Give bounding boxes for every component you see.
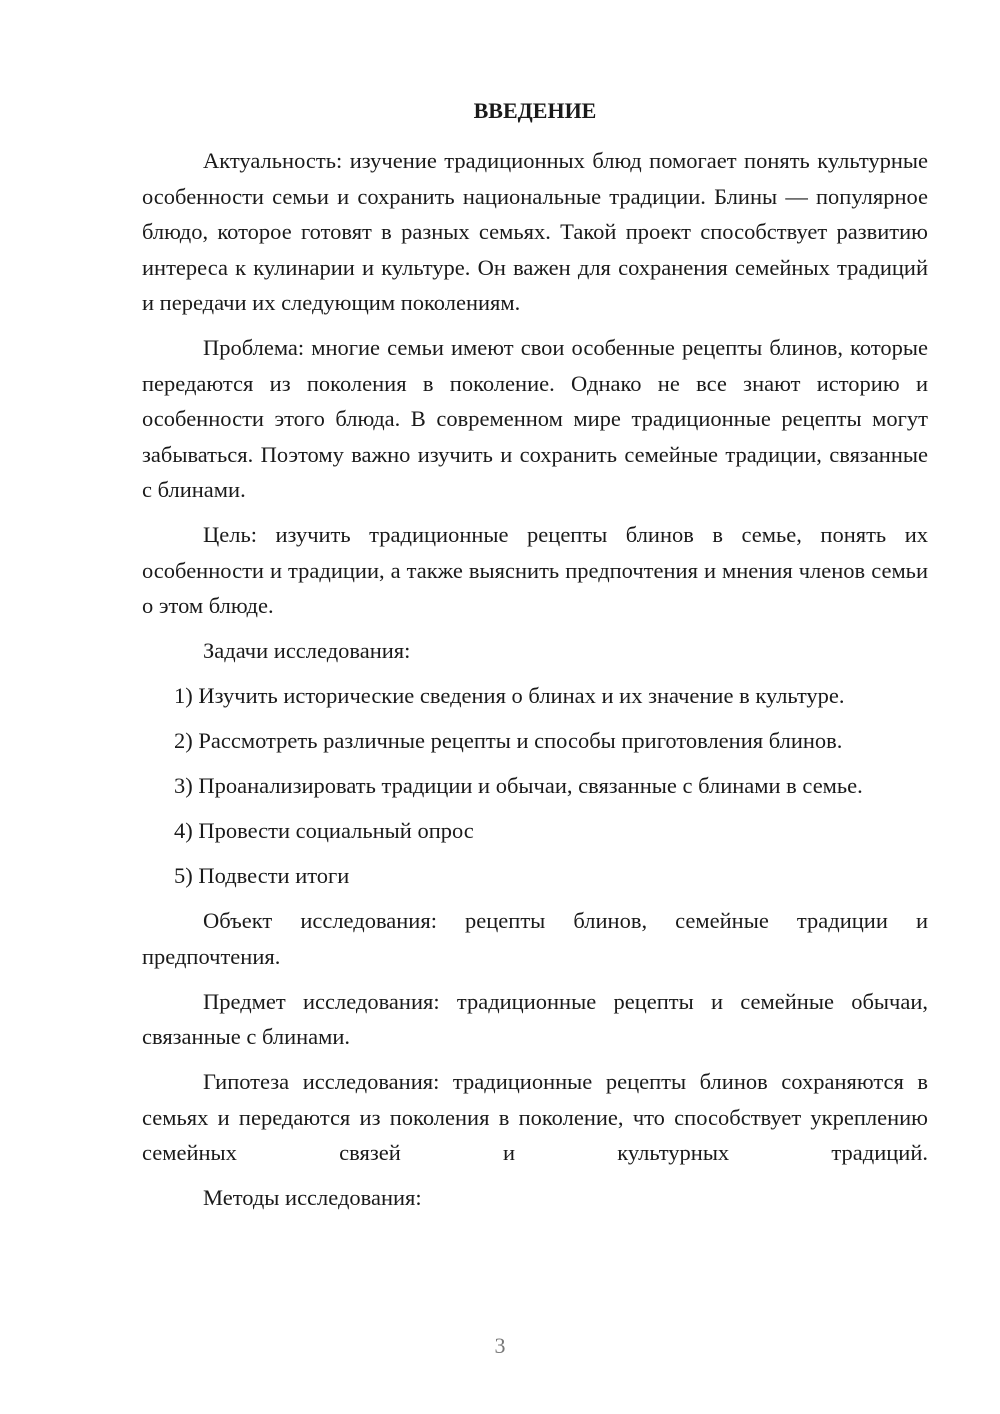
paragraph-object: Объект исследования: рецепты блинов, семейные традиции и предпочтения. [142,908,928,969]
task-item: 4) Провести социальный опрос [174,818,474,843]
paragraph-problem: Проблема: многие семьи имеют свои особенные рецепты блинов, которые передаются из поколения в поколение. Однако не все знают историю и особенности этого блюда. В современном мире традиционные рецепты могут забываться. Поэтому важно изучить и сохранить семейные традиции, связанные с блинами. [142,335,928,502]
methods-heading: Методы исследования: [203,1185,422,1210]
paragraph-relevance: Актуальность: изучение традиционных блюд помогает понять культурные особенности семьи и сохранить национальные традиции. Блины — популярное блюдо, которое готовят в разных семьях. Такой проект способствует развитию интереса к кулинарии и культуре. Он важен для сохранения семейных традиций и передачи их следующим поколениям. [142,148,928,315]
task-item: 5) Подвести итоги [174,863,350,888]
document-body [142,143,928,1225]
task-item: 2) Рассмотреть различные рецепты и способы приготовления блинов. [174,728,843,753]
task-item: 1) Изучить исторические сведения о блинах и их значение в культуре. [174,683,845,708]
tasks-heading: Задачи исследования: [203,638,411,663]
page-number: 3 [494,1333,506,1358]
section-title: ВВЕДЕНИЕ [473,98,597,123]
task-item: 3) Проанализировать традиции и обычаи, связанные с блинами в семье. [174,773,863,798]
paragraph-goal: Цель: изучить традиционные рецепты блинов в семье, понять их особенности и традиции, а также выяснить предпочтения и мнения членов семьи о этом блюде. [142,522,928,618]
paragraph-hypothesis: Гипотеза исследования: традиционные рецепты блинов сохраняются в семьях и передаются из поколения в поколение, что способствует укреплению семейных связей и культурных традиций. [142,1069,928,1165]
paragraph-subject: Предмет исследования: традиционные рецепты и семейные обычаи, связанные с блинами. [142,988,928,1049]
